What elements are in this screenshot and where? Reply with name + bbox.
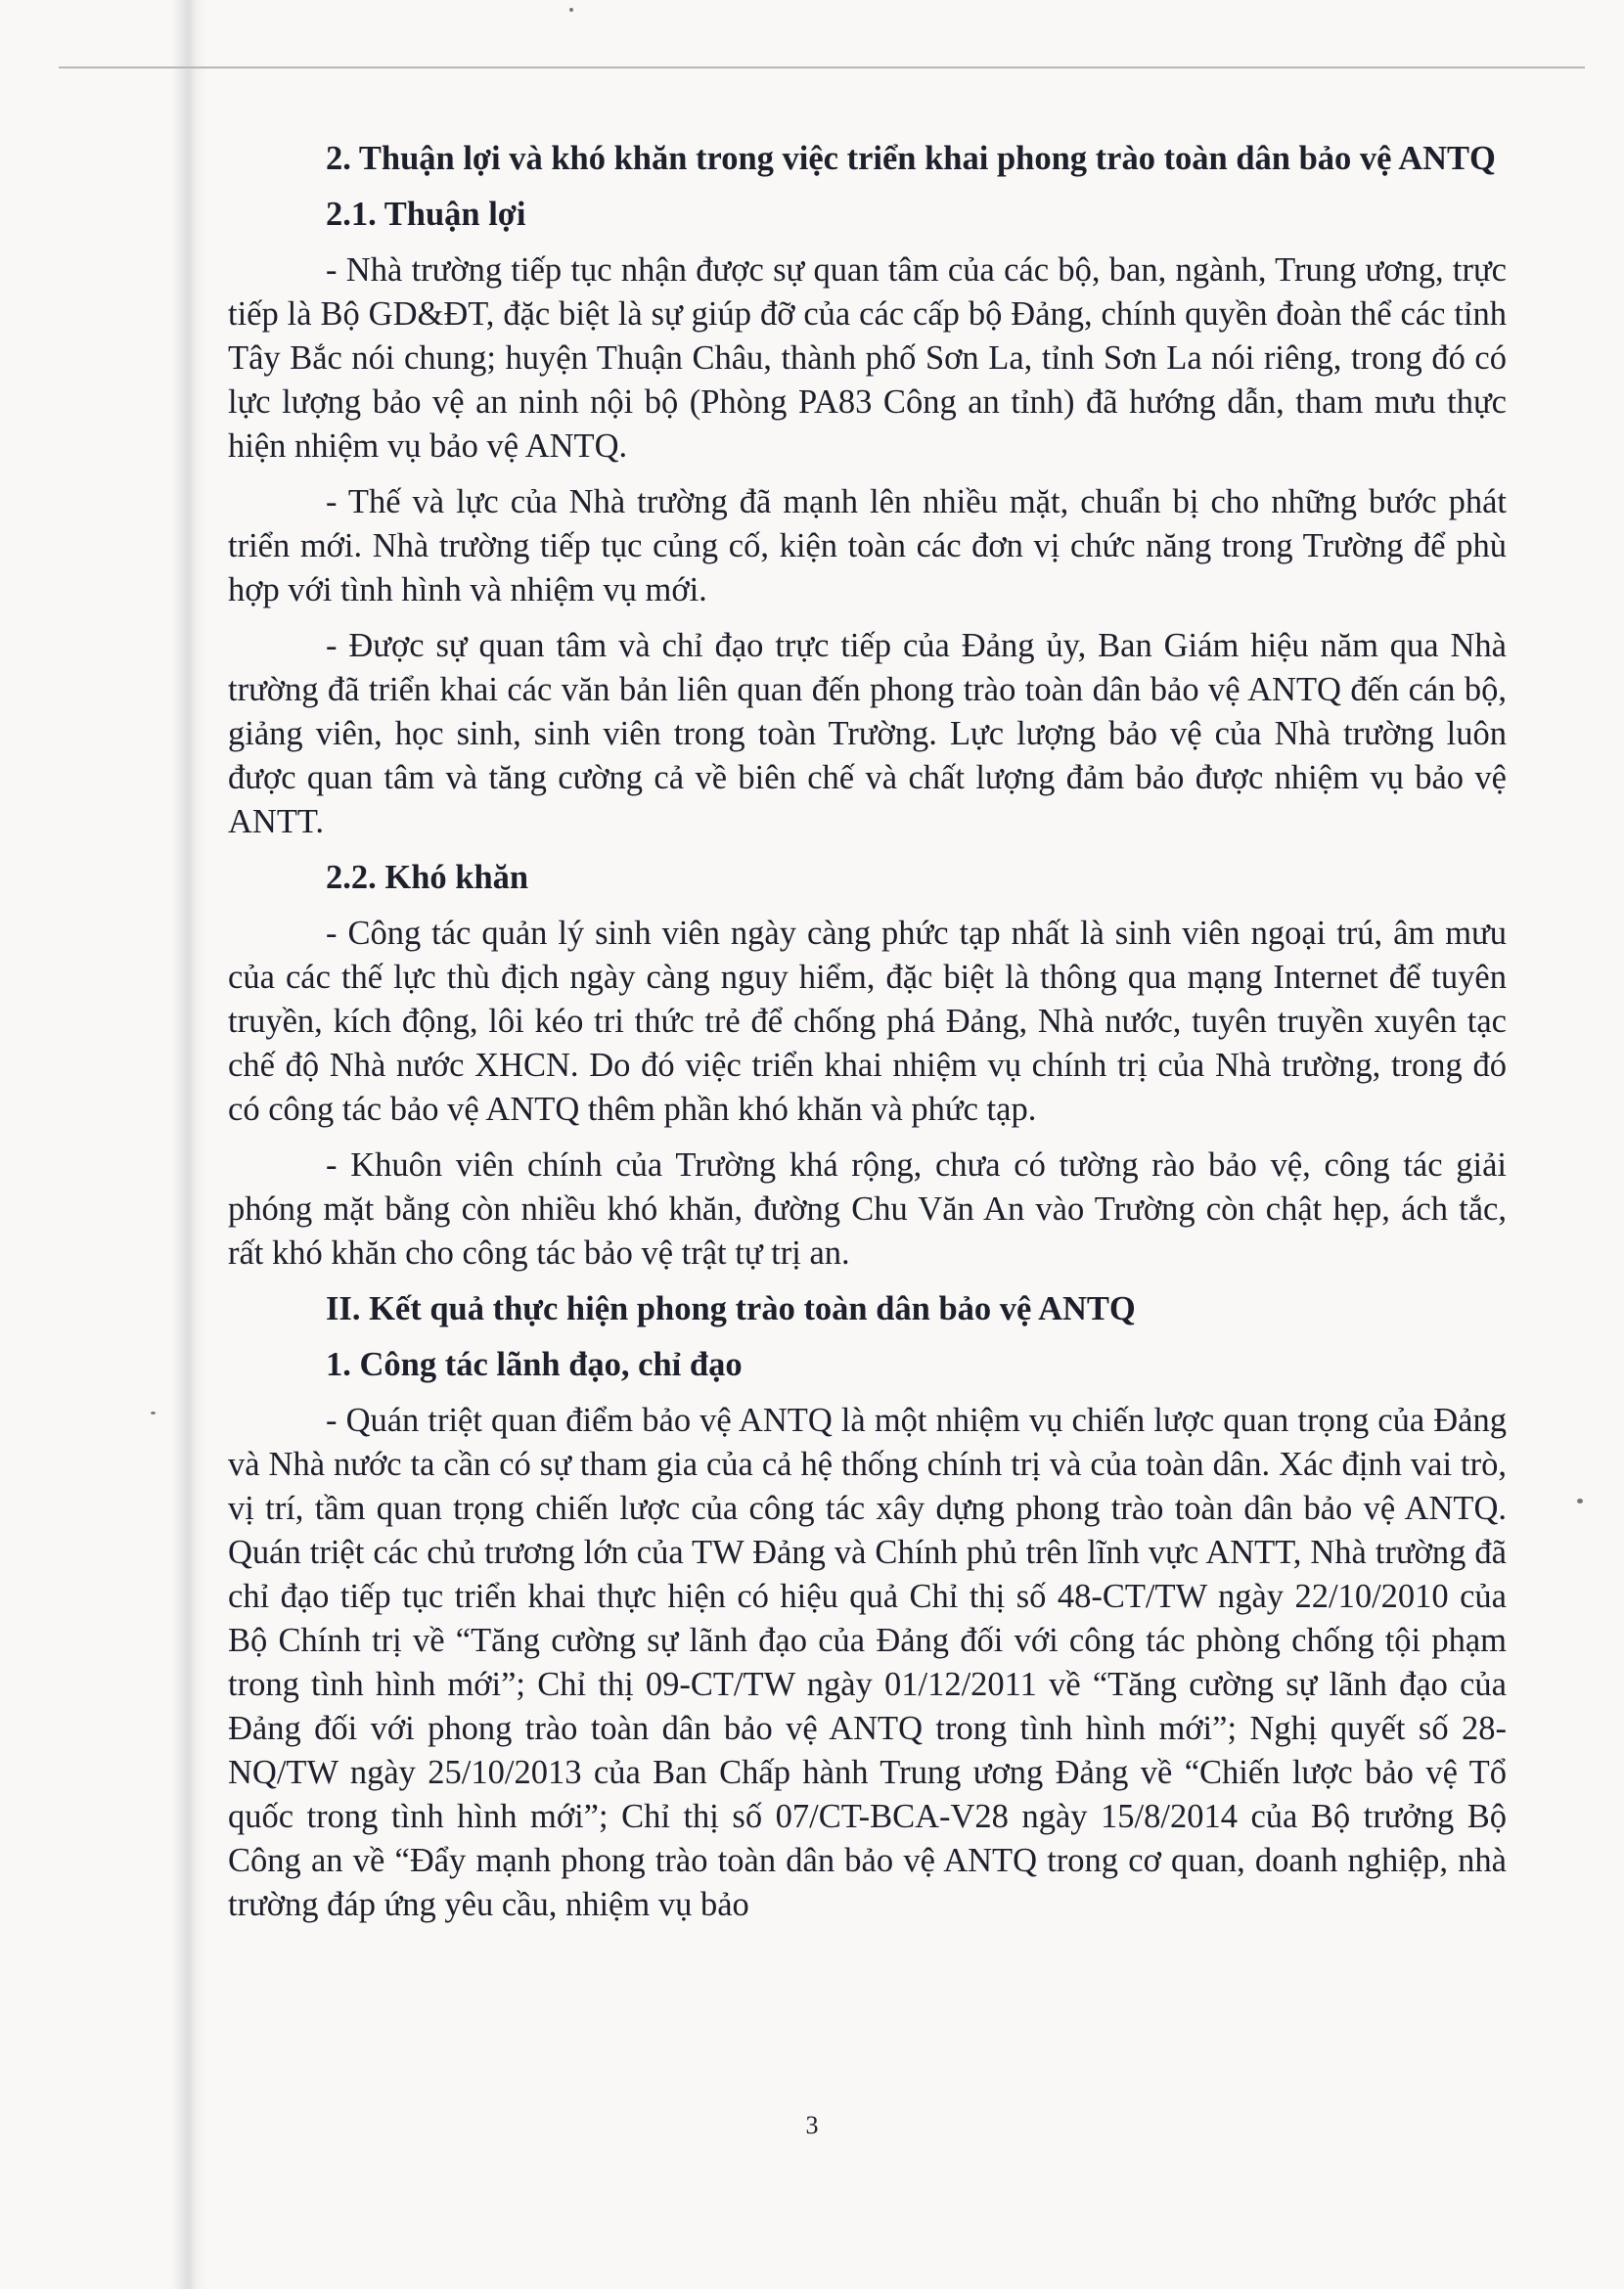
scan-speck [569, 8, 573, 12]
document-page [228, 137, 1507, 1939]
paragraph-lanh-dao-1: - Quán triệt quan điểm bảo vệ ANTQ là một nhiệm vụ chiến lược quan trọng của Đảng và Nhà nước ta cần có sự tham gia của cả hệ thống chính trị và của toàn dân. Xác định vai trò, vị trí, tầm quan trọng chiến lược của công tác xây dựng phong trào toàn dân bảo vệ ANTQ. Quán triệt các chủ trương lớn của TW Đảng và Chính phủ trên lĩnh vực ANTT, Nhà trường đã chỉ đạo tiếp tục triển khai thực hiện có hiệu quả Chỉ thị số 48-CT/TW ngày 22/10/2010 của Bộ Chính trị về “Tăng cường sự lãnh đạo của Đảng đối với công tác phòng chống tội phạm trong tình hình mới”; Chỉ thị 09-CT/TW ngày 01/12/2011 về “Tăng cường sự lãnh đạo của Đảng đối với phong trào toàn dân bảo vệ ANTQ trong tình hình mới”; Nghị quyết số 28-NQ/TW ngày 25/10/2013 của Ban Chấp hành Trung ương Đảng về “Chiến lược bảo vệ Tổ quốc trong tình hình mới”; Chỉ thị số 07/CT-BCA-V28 ngày 15/8/2014 của Bộ trưởng Bộ Công an về “Đẩy mạnh phong trào toàn dân bảo vệ ANTQ trong cơ quan, doanh nghiệp, nhà trường đáp ứng yêu cầu, nhiệm vụ bảo [228, 1402, 1507, 1923]
paragraph-kho-khan-2: - Khuôn viên chính của Trường khá rộng, chưa có tường rào bảo vệ, công tác giải phóng mặt bằng còn nhiều khó khăn, đường Chu Văn An vào Trường còn chật hẹp, ách tắc, rất khó khăn cho công tác bảo vệ trật tự trị an. [228, 1146, 1507, 1272]
heading-2-2-kho-khan: 2.2. Khó khăn [326, 859, 529, 896]
heading-2-thuan-loi-kho-khan: 2. Thuận lợi và khó khăn trong việc triển khai phong trào toàn dân bảo vệ ANTQ [326, 140, 1496, 177]
heading-1-lanh-dao-chi-dao: 1. Công tác lãnh đạo, chỉ đạo [326, 1346, 743, 1383]
paragraph-kho-khan-1: - Công tác quản lý sinh viên ngày càng phức tạp nhất là sinh viên ngoại trú, âm mưu của các thế lực thù địch ngày càng nguy hiểm, đặc biệt là thông qua mạng Internet để tuyên truyền, kích động, lôi kéo tri thức trẻ để chống phá Đảng, Nhà nước, tuyên truyền xuyên tạc chế độ Nhà nước XHCN. Do đó việc triển khai nhiệm vụ chính trị của Nhà trường, trong đó có công tác bảo vệ ANTQ thêm phần khó khăn và phức tạp. [228, 915, 1507, 1128]
scan-binding-shadow [172, 0, 207, 2289]
scan-speck [151, 1412, 156, 1414]
heading-2-1-thuan-loi: 2.1. Thuận lợi [326, 196, 526, 233]
paragraph-thuan-loi-3: - Được sự quan tâm và chỉ đạo trực tiếp của Đảng ủy, Ban Giám hiệu năm qua Nhà trường đã triển khai các văn bản liên quan đến phong trào toàn dân bảo vệ ANTQ đến cán bộ, giảng viên, học sinh, sinh viên trong toàn Trường. Lực lượng bảo vệ của Nhà trường luôn được quan tâm và tăng cường cả về biên chế và chất lượng đảm bảo được nhiệm vụ bảo vệ ANTT. [228, 627, 1507, 840]
page-number: 3 [805, 2111, 819, 2139]
heading-ii-ket-qua: II. Kết quả thực hiện phong trào toàn dân bảo vệ ANTQ [326, 1290, 1136, 1327]
header-rule [59, 67, 1585, 68]
scan-speck [1577, 1499, 1583, 1504]
paragraph-thuan-loi-2: - Thế và lực của Nhà trường đã mạnh lên nhiều mặt, chuẩn bị cho những bước phát triển mới. Nhà trường tiếp tục củng cố, kiện toàn các đơn vị chức năng trong Trường để phù hợp với tình hình và nhiệm vụ mới. [228, 483, 1507, 608]
paragraph-thuan-loi-1: - Nhà trường tiếp tục nhận được sự quan tâm của các bộ, ban, ngành, Trung ương, trực tiếp là Bộ GD&ĐT, đặc biệt là sự giúp đỡ của các cấp bộ Đảng, chính quyền đoàn thể các tỉnh Tây Bắc nói chung; huyện Thuận Châu, thành phố Sơn La, tỉnh Sơn La nói riêng, trong đó có lực lượng bảo vệ an ninh nội bộ (Phòng PA83 Công an tỉnh) đã hướng dẫn, tham mưu thực hiện nhiệm vụ bảo vệ ANTQ. [228, 251, 1507, 465]
